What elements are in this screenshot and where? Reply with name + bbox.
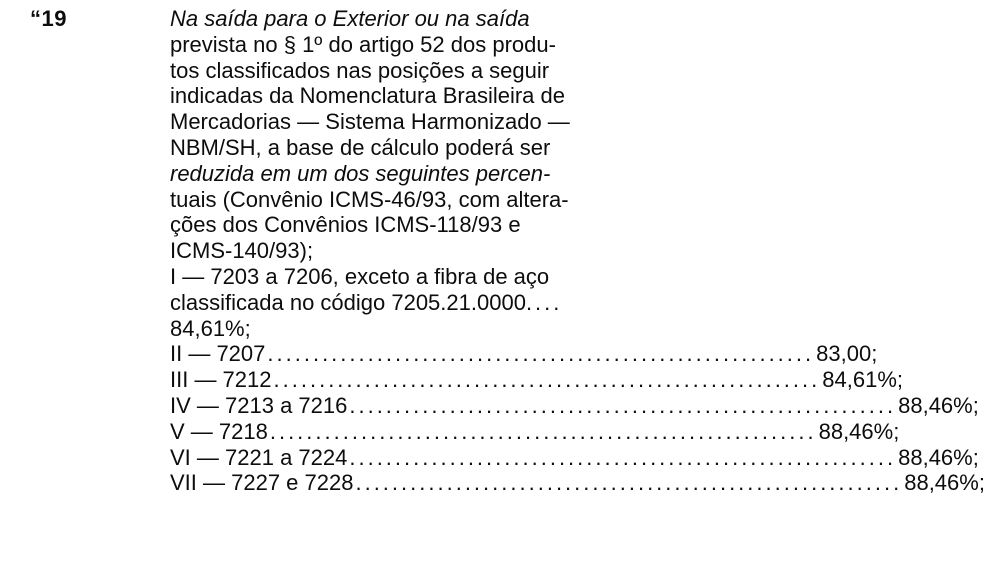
item-number: “19 — [30, 6, 67, 31]
intro-line-2: prevista no § 1º do artigo 52 dos produ- — [170, 31, 556, 57]
list-item-label: IV — 7213 a 7216 — [170, 392, 348, 418]
item-text — [170, 6, 985, 496]
list-item-label: V — 7218 — [170, 418, 268, 444]
list-item-label: VI — 7221 a 7224 — [170, 444, 348, 470]
item-i-line-2 — [170, 290, 620, 316]
intro-line-4: indicadas da Nomenclatura Brasileira de — [170, 83, 565, 109]
intro-line-9: ções dos Convênios ICMS-118/93 e — [170, 212, 521, 238]
list-item-label: II — 7207 — [170, 341, 266, 367]
list-item-label: III — 7212 — [170, 367, 272, 393]
item-i-code-text: classificada no código 7205.21.0000 — [170, 289, 526, 315]
leader-dots: ............................................................ — [273, 367, 821, 393]
intro-line-1: Na saída para o Exterior ou na saída — [170, 6, 530, 31]
leader-dots: ............................................................ — [269, 418, 817, 444]
leader-dots: ............................................................ — [349, 444, 897, 470]
list-item — [170, 341, 878, 367]
list-item — [170, 392, 979, 419]
list-item — [170, 367, 903, 393]
intro-line-6: NBM/SH, a base de cálculo poderá ser — [170, 134, 551, 160]
list-item-value: 88,46%; — [898, 392, 979, 418]
intro-line-5: Mercadorias — Sistema Harmonizado — — [170, 109, 570, 135]
list-item-value: 84,61%; — [822, 367, 903, 393]
list-item — [170, 418, 900, 445]
item-i-dots: .... — [525, 289, 563, 315]
list-item — [170, 444, 979, 471]
list-item-value: 88,46%; — [818, 418, 900, 444]
leader-dots: ............................................................ — [355, 470, 903, 496]
intro-line-8: tuais (Convênio ICMS-46/93, com altera- — [170, 186, 569, 212]
list-item — [170, 470, 985, 496]
intro-line-3: tos classificados nas posições a seguir — [170, 57, 550, 83]
intro-line-10: ICMS-140/93); — [170, 238, 314, 264]
list-item-label: VII — 7227 e 7228 — [170, 470, 354, 496]
leader-dots: ............................................................ — [349, 392, 897, 418]
list-item-value: 88,46%; — [904, 470, 985, 496]
list-item-value: 88,46%; — [898, 444, 979, 470]
item-i-value: 84,61%; — [170, 315, 251, 341]
item-i-line-1: I — 7203 a 7206, exceto a fibra de aço — [170, 263, 550, 289]
leader-dots: ............................................................ — [267, 341, 815, 367]
intro-line-7: reduzida em um dos seguintes percen- — [170, 160, 551, 186]
list-item-value: 83,00; — [816, 341, 878, 367]
